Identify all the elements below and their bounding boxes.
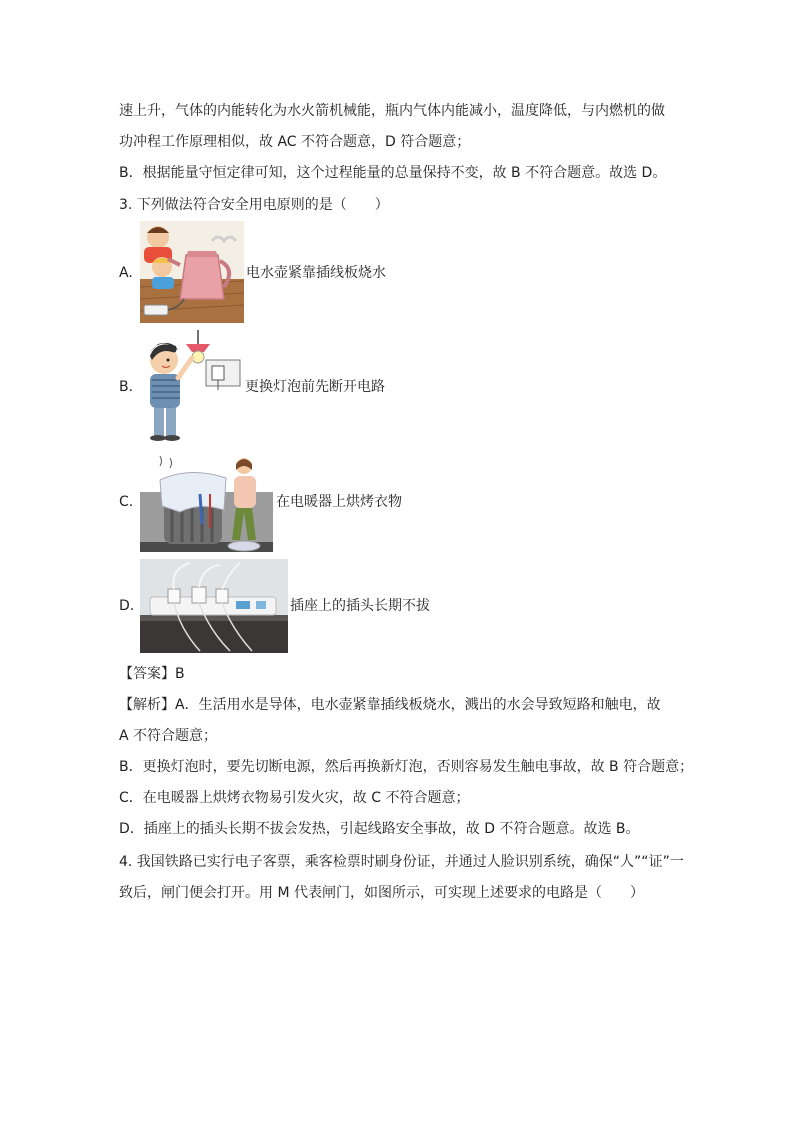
heater-drying-clothes-illustration xyxy=(140,454,273,552)
analysis-line: C．在电暖器上烘烤衣物易引发火灾，故 C 不符合题意； xyxy=(119,790,470,806)
question-4-stem-line: 4. 我国铁路已实行电子客票，乘客检票时刷身份证，并通过人脸识别系统，确保“人”“证”一 xyxy=(119,854,684,870)
paragraph-line: B．根据能量守恒定律可知，这个过程能量的总量保持不变，故 B 不符合题意。故选 D。 xyxy=(119,165,667,181)
question-4-stem-line: 致后，闸门便会打开。用 M 代表闸门，如图所示，可实现上述要求的电路是（ ） xyxy=(119,885,644,901)
question-3-stem: 3. 下列做法符合安全用电原则的是（ ） xyxy=(119,197,389,213)
option-c-letter: C. xyxy=(119,494,134,510)
paragraph-line: 功冲程工作原理相似，故 AC 不符合题意，D 符合题意； xyxy=(119,134,471,150)
option-a-text: 电水壶紧靠插线板烧水 xyxy=(246,265,386,281)
power-strip-photo xyxy=(140,559,288,653)
option-b-text: 更换灯泡前先断开电路 xyxy=(245,379,385,395)
option-d-letter: D. xyxy=(119,598,135,614)
kettle-illustration xyxy=(140,221,244,323)
analysis-line: B．更换灯泡时，要先切断电源，然后再换新灯泡，否则容易发生触电事故，故 B 符合题意； xyxy=(119,759,694,775)
option-c-text: 在电暖器上烘烤衣物 xyxy=(276,494,402,510)
option-d-text: 插座上的插头长期不拔 xyxy=(290,598,430,614)
analysis-line: D．插座上的插头长期不拔会发热，引起线路安全事故，故 D 不符合题意。故选 B。 xyxy=(119,821,640,837)
analysis-line: 【解析】A．生活用水是导体，电水壶紧靠插线板烧水，溅出的水会导致短路和触电，故 xyxy=(119,697,661,713)
answer-line: 【答案】B xyxy=(119,666,185,682)
paragraph-line: 速上升，气体的内能转化为水火箭机械能，瓶内气体内能减小，温度降低，与内燃机的做 xyxy=(119,103,665,119)
option-b-letter: B. xyxy=(119,379,134,395)
analysis-line: A 不符合题意； xyxy=(119,728,218,744)
bulb-change-illustration xyxy=(138,330,243,444)
option-a-letter: A. xyxy=(119,265,133,281)
